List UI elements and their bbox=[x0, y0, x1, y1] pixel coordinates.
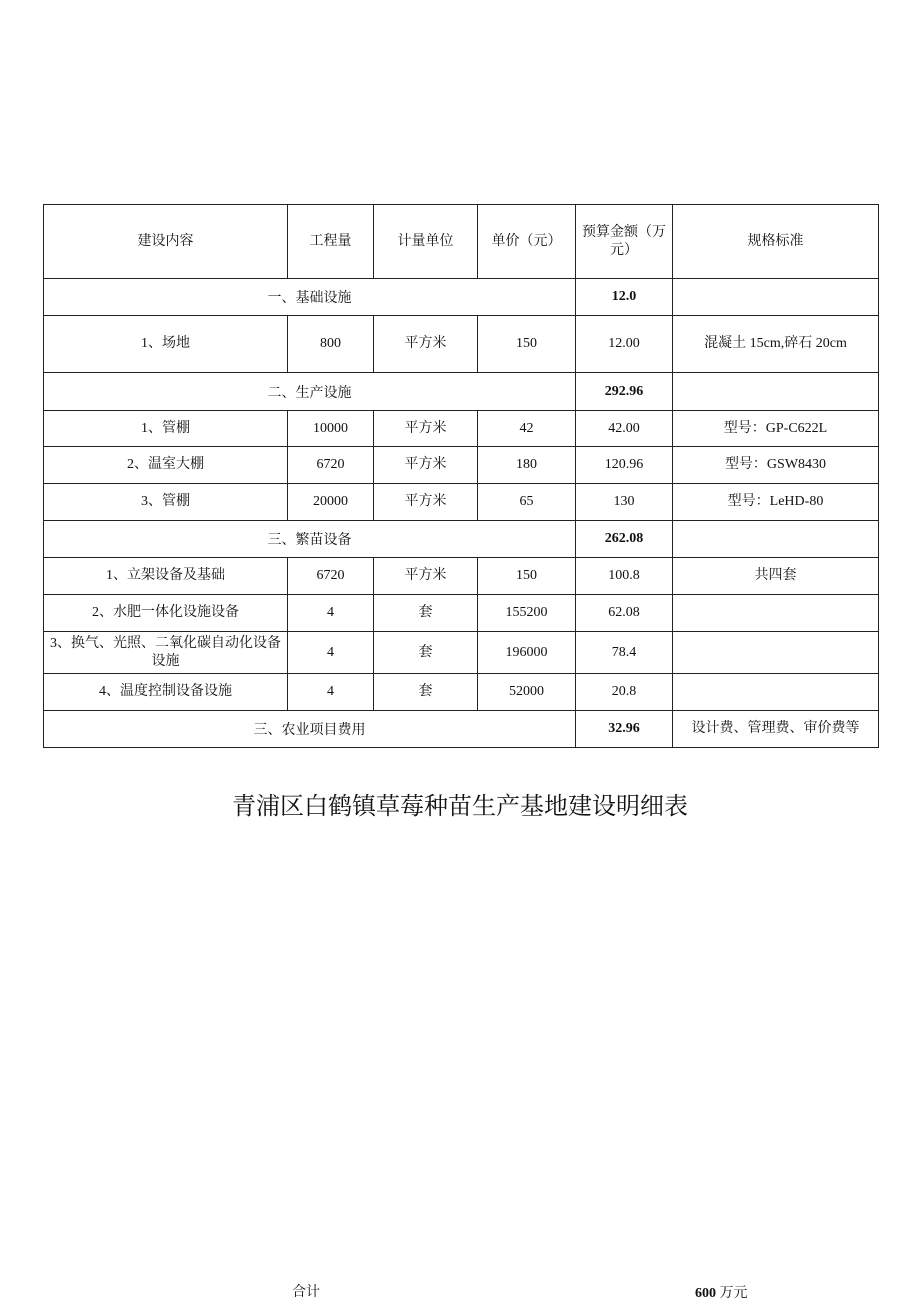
item-qty: 6720 bbox=[288, 447, 374, 484]
item-amount: 120.96 bbox=[576, 447, 673, 484]
item-price: 155200 bbox=[478, 595, 576, 632]
item-amount: 78.4 bbox=[576, 632, 673, 674]
item-price: 150 bbox=[478, 558, 576, 595]
item-name: 3、换气、光照、二氧化碳自动化设备设施 bbox=[44, 632, 288, 674]
item-unit: 平方米 bbox=[374, 484, 478, 521]
section-label: 一、基础设施 bbox=[44, 279, 576, 316]
table-row bbox=[44, 411, 879, 447]
item-name: 2、温室大棚 bbox=[44, 447, 288, 484]
section-label: 三、繁苗设备 bbox=[44, 521, 576, 558]
item-amount: 62.08 bbox=[576, 595, 673, 632]
section-row bbox=[44, 373, 879, 411]
item-unit: 平方米 bbox=[374, 558, 478, 595]
table-row bbox=[44, 558, 879, 595]
header-cell: 预算金额（万元） bbox=[576, 205, 673, 279]
table-row bbox=[44, 595, 879, 632]
item-unit: 平方米 bbox=[374, 447, 478, 484]
section-amount: 292.96 bbox=[576, 373, 673, 411]
item-spec: 混凝土 15cm,碎石 20cm bbox=[673, 316, 879, 373]
table-row bbox=[44, 316, 879, 373]
section-row bbox=[44, 521, 879, 558]
item-name: 1、场地 bbox=[44, 316, 288, 373]
header-cell: 计量单位 bbox=[374, 205, 478, 279]
item-qty: 800 bbox=[288, 316, 374, 373]
item-unit: 套 bbox=[374, 632, 478, 674]
section-spec: 设计费、管理费、审价费等 bbox=[673, 711, 879, 748]
item-price: 52000 bbox=[478, 674, 576, 711]
budget-table bbox=[43, 204, 879, 748]
section-amount: 262.08 bbox=[576, 521, 673, 558]
item-amount: 100.8 bbox=[576, 558, 673, 595]
header-cell: 工程量 bbox=[288, 205, 374, 279]
item-spec: 共四套 bbox=[673, 558, 879, 595]
table-row bbox=[44, 632, 879, 674]
item-amount: 12.00 bbox=[576, 316, 673, 373]
item-qty: 4 bbox=[288, 595, 374, 632]
item-price: 196000 bbox=[478, 632, 576, 674]
total-amount: 600 bbox=[695, 1286, 716, 1301]
total-label: 合计 bbox=[292, 1283, 320, 1299]
item-qty: 4 bbox=[288, 632, 374, 674]
item-unit: 套 bbox=[374, 595, 478, 632]
table-row bbox=[44, 447, 879, 484]
item-unit: 套 bbox=[374, 674, 478, 711]
total-value bbox=[695, 1282, 748, 1302]
item-spec: 型号：GSW8430 bbox=[673, 447, 879, 484]
section-amount: 12.0 bbox=[576, 279, 673, 316]
item-price: 180 bbox=[478, 447, 576, 484]
document-title: 青浦区白鹤镇草莓种苗生产基地建设明细表 bbox=[232, 792, 688, 820]
table-row bbox=[44, 484, 879, 521]
section-spec bbox=[673, 279, 879, 316]
item-qty: 6720 bbox=[288, 558, 374, 595]
item-spec: 型号：LeHD-80 bbox=[673, 484, 879, 521]
section-spec bbox=[673, 373, 879, 411]
header-cell: 规格标准 bbox=[673, 205, 879, 279]
item-qty: 20000 bbox=[288, 484, 374, 521]
section-label: 三、农业项目费用 bbox=[44, 711, 576, 748]
item-price: 150 bbox=[478, 316, 576, 373]
item-spec bbox=[673, 632, 879, 674]
section-label: 二、生产设施 bbox=[44, 373, 576, 411]
header-cell: 建设内容 bbox=[44, 205, 288, 279]
item-spec: 型号：GP-C622L bbox=[673, 411, 879, 447]
item-unit: 平方米 bbox=[374, 411, 478, 447]
item-name: 2、水肥一体化设施设备 bbox=[44, 595, 288, 632]
section-row bbox=[44, 711, 879, 748]
item-amount: 42.00 bbox=[576, 411, 673, 447]
item-name: 1、立架设备及基础 bbox=[44, 558, 288, 595]
item-price: 42 bbox=[478, 411, 576, 447]
item-spec bbox=[673, 674, 879, 711]
section-row bbox=[44, 279, 879, 316]
table-row bbox=[44, 674, 879, 711]
item-price: 65 bbox=[478, 484, 576, 521]
total-unit: 万元 bbox=[719, 1286, 748, 1301]
section-spec bbox=[673, 521, 879, 558]
item-name: 4、温度控制设备设施 bbox=[44, 674, 288, 711]
item-amount: 20.8 bbox=[576, 674, 673, 711]
item-qty: 4 bbox=[288, 674, 374, 711]
item-unit: 平方米 bbox=[374, 316, 478, 373]
item-name: 3、管棚 bbox=[44, 484, 288, 521]
item-qty: 10000 bbox=[288, 411, 374, 447]
item-name: 1、管棚 bbox=[44, 411, 288, 447]
header-cell: 单价（元） bbox=[478, 205, 576, 279]
item-spec bbox=[673, 595, 879, 632]
item-amount: 130 bbox=[576, 484, 673, 521]
header-row bbox=[44, 205, 879, 279]
section-amount: 32.96 bbox=[576, 711, 673, 748]
